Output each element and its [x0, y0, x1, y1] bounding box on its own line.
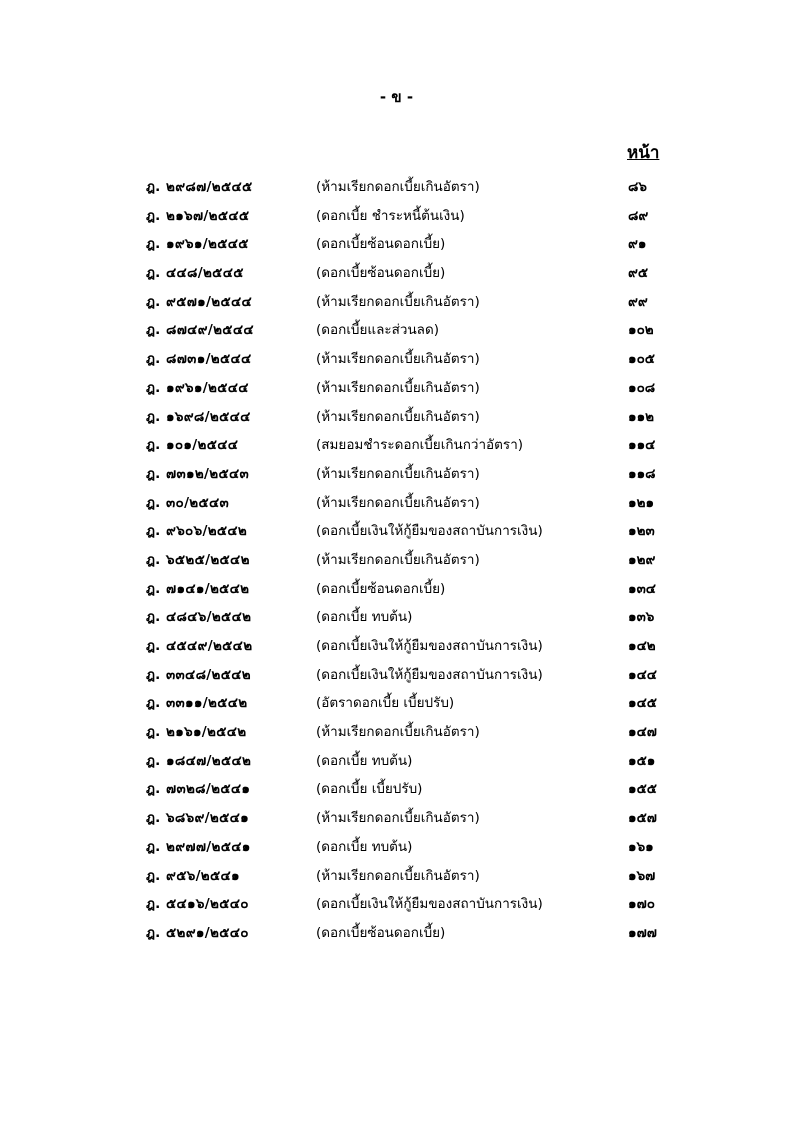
case-topic: (ห้ามเรียกดอกเบี้ยเกินอัตรา)	[316, 465, 480, 482]
case-topic: (ห้ามเรียกดอกเบี้ยเกินอัตรา)	[316, 810, 480, 827]
page-number: ๑๐๘	[628, 379, 656, 396]
case-number: ๔๔๘/๒๕๔๕	[166, 265, 244, 282]
case-prefix: ฎ.	[146, 408, 161, 425]
case-number: ๕๔๑๖/๒๕๔๐	[166, 896, 249, 913]
toc-entry	[0, 263, 793, 292]
toc-entry	[0, 866, 793, 895]
case-number: ๑๙๖๑/๒๕๔๔	[166, 379, 249, 396]
case-number: ๗๓๒๘/๒๕๔๑	[166, 781, 251, 798]
case-topic: (ห้ามเรียกดอกเบี้ยเกินอัตรา)	[316, 379, 480, 396]
case-prefix: ฎ.	[146, 379, 161, 396]
table-of-contents	[0, 177, 793, 952]
case-topic: (สมยอมชำระดอกเบี้ยเกินกว่าอัตรา)	[316, 437, 524, 454]
page-number: ๙๑	[628, 236, 647, 253]
toc-entry	[0, 292, 793, 321]
toc-entry	[0, 550, 793, 579]
page-number: ๑๒๙	[628, 551, 656, 568]
case-topic: (ห้ามเรียกดอกเบี้ยเกินอัตรา)	[316, 179, 480, 195]
page-number: ๑๕๑	[628, 752, 656, 769]
toc-entry	[0, 779, 793, 808]
case-number: ๑๐๑/๒๕๔๔	[166, 437, 239, 454]
case-number: ๖๕๒๕/๒๕๔๒	[166, 551, 250, 568]
case-topic: (ดอกเบี้ยซ้อนดอกเบี้ย)	[316, 924, 446, 941]
case-topic: (ห้ามเรียกดอกเบี้ยเกินอัตรา)	[316, 551, 480, 568]
toc-entry	[0, 521, 793, 550]
case-topic: (ห้ามเรียกดอกเบี้ยเกินอัตรา)	[316, 494, 480, 511]
case-topic: (ดอกเบี้ยซ้อนดอกเบี้ย)	[316, 265, 446, 282]
case-number: ๗๓๑๒/๒๕๔๓	[166, 465, 250, 482]
case-number: ๓๐/๒๕๔๓	[166, 494, 230, 511]
case-prefix: ฎ.	[146, 494, 161, 511]
page-number-header: - ข -	[379, 88, 414, 106]
case-topic: (ดอกเบี้ยเงินให้กู้ยืมของสถาบันการเงิน)	[316, 638, 543, 654]
page-column-heading: หน้า	[627, 143, 660, 163]
case-topic: (ดอกเบี้ยและส่วนลด)	[316, 322, 439, 339]
page-number: ๑๔๗	[628, 724, 657, 741]
case-topic: (ห้ามเรียกดอกเบี้ยเกินอัตรา)	[316, 351, 480, 368]
case-topic: (ห้ามเรียกดอกเบี้ยเกินอัตรา)	[316, 867, 480, 884]
page-number: ๑๗๗	[628, 924, 657, 941]
case-prefix: ฎ.	[146, 551, 161, 568]
page-number: ๑๔๕	[628, 695, 658, 712]
page-number: ๑๑๔	[628, 437, 656, 454]
page-number: ๑๖๑	[628, 838, 654, 855]
toc-entry	[0, 665, 793, 694]
page-number: ๙๕	[628, 265, 649, 282]
case-prefix: ฎ.	[146, 236, 161, 253]
page-number: ๑๐๕	[628, 351, 656, 368]
case-prefix: ฎ.	[146, 781, 161, 798]
case-prefix: ฎ.	[146, 609, 161, 626]
case-number: ๙๖๐๖/๒๕๔๒	[166, 523, 248, 540]
case-topic: (ดอกเบี้ยเงินให้กู้ยืมของสถาบันการเงิน)	[316, 896, 543, 913]
page-number: ๑๗๐	[628, 896, 655, 913]
page-number: ๑๒๑	[628, 494, 655, 511]
case-prefix: ฎ.	[146, 322, 161, 339]
case-prefix: ฎ.	[146, 724, 161, 741]
toc-entry	[0, 407, 793, 436]
case-prefix: ฎ.	[146, 695, 161, 712]
case-topic: (ดอกเบี้ย ทบต้น)	[316, 609, 413, 626]
toc-entry	[0, 493, 793, 522]
case-prefix: ฎ.	[146, 867, 161, 884]
case-prefix: ฎ.	[146, 638, 161, 654]
page-number: ๑๐๒	[628, 322, 654, 339]
case-prefix: ฎ.	[146, 437, 161, 454]
toc-entry	[0, 808, 793, 837]
page-number: ๑๕๕	[628, 781, 658, 798]
toc-entry	[0, 234, 793, 263]
case-topic: (ห้ามเรียกดอกเบี้ยเกินอัตรา)	[316, 293, 480, 310]
case-prefix: ฎ.	[146, 838, 161, 855]
page-number: ๑๑๘	[628, 465, 656, 482]
case-prefix: ฎ.	[146, 896, 161, 913]
toc-entry	[0, 751, 793, 780]
case-topic: (ดอกเบี้ยซ้อนดอกเบี้ย)	[316, 236, 446, 253]
case-topic: (ห้ามเรียกดอกเบี้ยเกินอัตรา)	[316, 408, 480, 425]
case-number: ๒๙๗๗/๒๕๔๑	[166, 838, 251, 855]
page-number: ๑๖๗	[628, 867, 656, 884]
page-number: ๑๑๒	[628, 408, 655, 425]
case-prefix: ฎ.	[146, 265, 161, 282]
toc-entry	[0, 177, 793, 206]
case-topic: (ดอกเบี้ย เบี้ยปรับ)	[316, 781, 423, 798]
toc-entry	[0, 435, 793, 464]
case-prefix: ฎ.	[146, 351, 161, 368]
case-number: ๑๘๔๗/๒๕๔๒	[166, 752, 252, 769]
toc-entry	[0, 607, 793, 636]
case-prefix: ฎ.	[146, 580, 161, 597]
case-number: ๔๕๔๙/๒๕๔๒	[166, 638, 253, 654]
page-number: ๑๓๔	[628, 580, 657, 597]
case-topic: (ดอกเบี้ยเงินให้กู้ยืมของสถาบันการเงิน)	[316, 666, 543, 683]
case-number: ๙๕๗๑/๒๕๔๔	[166, 293, 253, 310]
page-number: ๘๙	[628, 207, 649, 224]
case-prefix: ฎ.	[146, 924, 161, 941]
case-number: ๒๑๖๑/๒๕๔๒	[166, 724, 247, 741]
case-topic: (ดอกเบี้ย ชำระหนี้ต้นเงิน)	[316, 207, 465, 224]
toc-entry	[0, 349, 793, 378]
toc-entry	[0, 894, 793, 923]
case-number: ๑๖๙๘/๒๕๔๔	[166, 408, 251, 425]
page-number: ๑๓๖	[628, 609, 655, 626]
case-number: ๓๓๑๑/๒๕๔๒	[166, 695, 248, 712]
page-number: ๑๔๒	[628, 638, 656, 654]
case-number: ๔๘๔๖/๒๕๔๒	[166, 609, 252, 626]
toc-entry	[0, 320, 793, 349]
toc-entry	[0, 636, 793, 665]
page-number: ๑๒๓	[628, 523, 655, 540]
case-prefix: ฎ.	[146, 465, 161, 482]
case-number: ๘๗๔๙/๒๕๔๔	[166, 322, 254, 339]
case-prefix: ฎ.	[146, 207, 161, 224]
page-number: ๑๕๗	[628, 810, 657, 827]
case-number: ๕๒๙๑/๒๕๔๐	[166, 924, 249, 941]
case-number: ๒๙๘๗/๒๕๔๕	[166, 179, 253, 195]
toc-entry	[0, 693, 793, 722]
toc-entry	[0, 923, 793, 952]
case-number: ๓๓๔๘/๒๕๔๒	[166, 666, 251, 683]
case-number: ๘๗๓๑/๒๕๔๔	[166, 351, 252, 368]
toc-entry	[0, 579, 793, 608]
page-number: ๑๔๔	[628, 666, 658, 683]
case-topic: (ดอกเบี้ยเงินให้กู้ยืมของสถาบันการเงิน)	[316, 523, 543, 540]
case-number: ๒๑๖๗/๒๕๔๕	[166, 207, 250, 224]
toc-entry	[0, 722, 793, 751]
toc-entry	[0, 464, 793, 493]
case-topic: (อัตราดอกเบี้ย เบี้ยปรับ)	[316, 695, 455, 712]
case-number: ๖๘๖๙/๒๕๔๑	[166, 810, 249, 827]
case-number: ๙๕๖/๒๕๔๑	[166, 867, 240, 884]
toc-entry	[0, 206, 793, 235]
toc-entry	[0, 378, 793, 407]
case-prefix: ฎ.	[146, 293, 161, 310]
case-topic: (ดอกเบี้ยซ้อนดอกเบี้ย)	[316, 580, 446, 597]
case-number: ๗๑๔๑/๒๕๔๒	[166, 580, 250, 597]
case-prefix: ฎ.	[146, 752, 161, 769]
case-prefix: ฎ.	[146, 179, 161, 195]
page-number: ๙๙	[628, 293, 648, 310]
page-number: ๘๖	[628, 179, 647, 195]
toc-entry	[0, 837, 793, 866]
case-topic: (ห้ามเรียกดอกเบี้ยเกินอัตรา)	[316, 724, 480, 741]
case-topic: (ดอกเบี้ย ทบต้น)	[316, 838, 413, 855]
case-prefix: ฎ.	[146, 810, 161, 827]
case-prefix: ฎ.	[146, 666, 161, 683]
case-number: ๑๙๖๑/๒๕๔๕	[166, 236, 249, 253]
case-prefix: ฎ.	[146, 523, 161, 540]
case-topic: (ดอกเบี้ย ทบต้น)	[316, 752, 413, 769]
